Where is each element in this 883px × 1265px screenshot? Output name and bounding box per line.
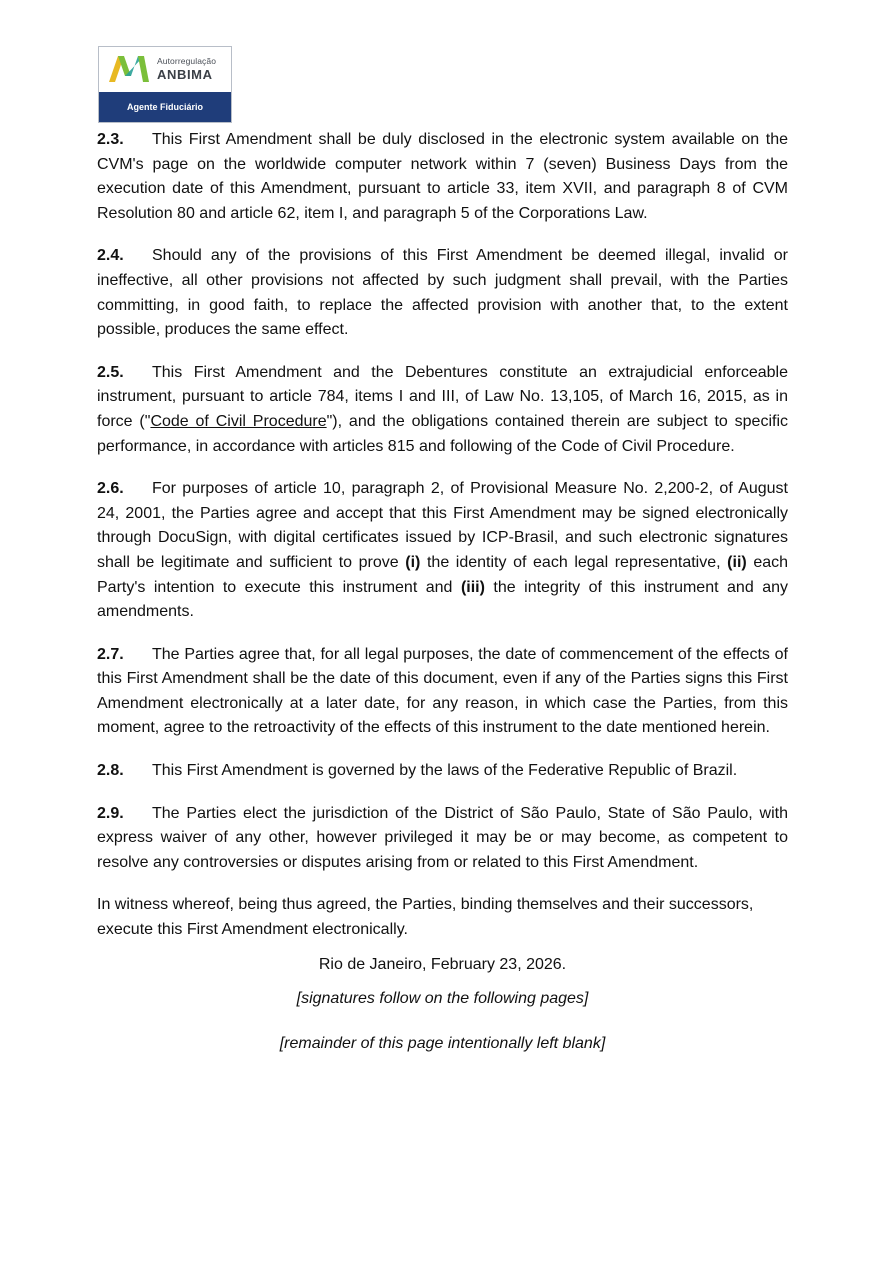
section-2-7	[97, 643, 788, 741]
signatures-note: [signatures follow on the following pages]	[296, 990, 589, 1008]
anbima-mark-icon	[109, 56, 149, 82]
section-number: 2.6.	[97, 480, 124, 498]
logo-header	[99, 47, 231, 92]
blank-page-note: [remainder of this page intentionally left blank]	[279, 1034, 606, 1052]
section-2-6	[97, 477, 788, 625]
section-number: 2.5.	[97, 363, 124, 381]
section-text: The Parties agree that, for all legal purposes, the date of commencement of the effects of this First Amendment shall be the date of this document, even if any of the Parties signs this First Amendment electronically at a later date, for any reason, in which case the Parties, from this moment, agree to the retroactivity of the effects of this instrument to the date mentioned herein.	[97, 645, 788, 737]
section-text: The Parties elect the jurisdiction of the District of São Paulo, State of São Paulo, with express waiver of any other, however privileged it may be or may become, as competent to resolve any controversies or disputes arising from or related to this First Amendment.	[97, 804, 788, 871]
section-number: 2.3.	[97, 131, 124, 148]
section-text: Should any of the provisions of this First Amendment be deemed illegal, invalid or ineffective, all other provisions not affected by such judgment shall prevail, with the Parties committing, in good faith, to replace the affected provision with another that, to the extent possible, produces the same effect.	[97, 247, 788, 339]
witness-clause: In witness whereof, being thus agreed, the Parties, binding themselves and their successors, execute this First Amendment electronically.	[97, 896, 754, 939]
section-number: 2.4.	[97, 247, 124, 265]
item-marker: (ii)	[727, 553, 747, 571]
section-2-9	[97, 802, 788, 876]
section-text: This First Amendment is governed by the laws of the Federative Republic of Brazil.	[152, 762, 738, 780]
place-and-date: Rio de Janeiro, February 23, 2026.	[318, 955, 567, 973]
section-2-3	[97, 128, 788, 226]
logo-brand: ANBIMA	[157, 67, 213, 82]
section-2-8	[97, 759, 788, 784]
section-text: For purposes of article 10, paragraph 2, of Provisional Measure No. 2,200-2, of August 24, 2001, the Parties agree and accept that this First Amendment may be signed electronically through DocuSign, with digital certificates issued by ICP-Brasil, and such electronic signatures shall be legitimate and sufficient to prove	[97, 480, 788, 571]
document-body	[97, 128, 788, 1056]
section-text: the identity of each legal representative,	[420, 553, 728, 571]
item-marker: (iii)	[460, 578, 485, 596]
section-text: each Party's intention to execute this instrument and	[97, 553, 789, 596]
anbima-logo	[98, 46, 232, 123]
logo-band-label: Agente Fiduciário	[99, 92, 231, 122]
section-number: 2.9.	[97, 804, 124, 822]
section-text: the integrity of this instrument and any amendments.	[97, 578, 789, 621]
section-text: "), and the obligations contained therein are subject to specific performance, in accordance with articles 815 and following of the Code of Civil Procedure.	[97, 412, 788, 455]
section-number: 2.7.	[97, 645, 124, 663]
defined-term: Code of Civil Procedure	[150, 412, 327, 430]
section-text: This First Amendment shall be duly disclosed in the electronic system available on the CVM's page on the worldwide computer network within 7 (seven) Business Days from the execution date of this Amendment, pursuant to article 33, item XVII, and paragraph 8 of CVM Resolution 80 and article 62, item I, and paragraph 5 of the Corporations Law.	[97, 131, 788, 222]
item-marker: (i)	[405, 553, 421, 571]
section-2-5	[97, 361, 788, 459]
section-text: This First Amendment and the Debentures constitute an extrajudicial enforceable instrument, pursuant to article 784, items I and III, of Law No. 13,105, of March 16, 2015, as in force ("	[97, 363, 788, 430]
section-2-4	[97, 244, 788, 342]
section-number: 2.8.	[97, 762, 124, 780]
logo-subtitle: Autorregulação	[157, 56, 217, 66]
